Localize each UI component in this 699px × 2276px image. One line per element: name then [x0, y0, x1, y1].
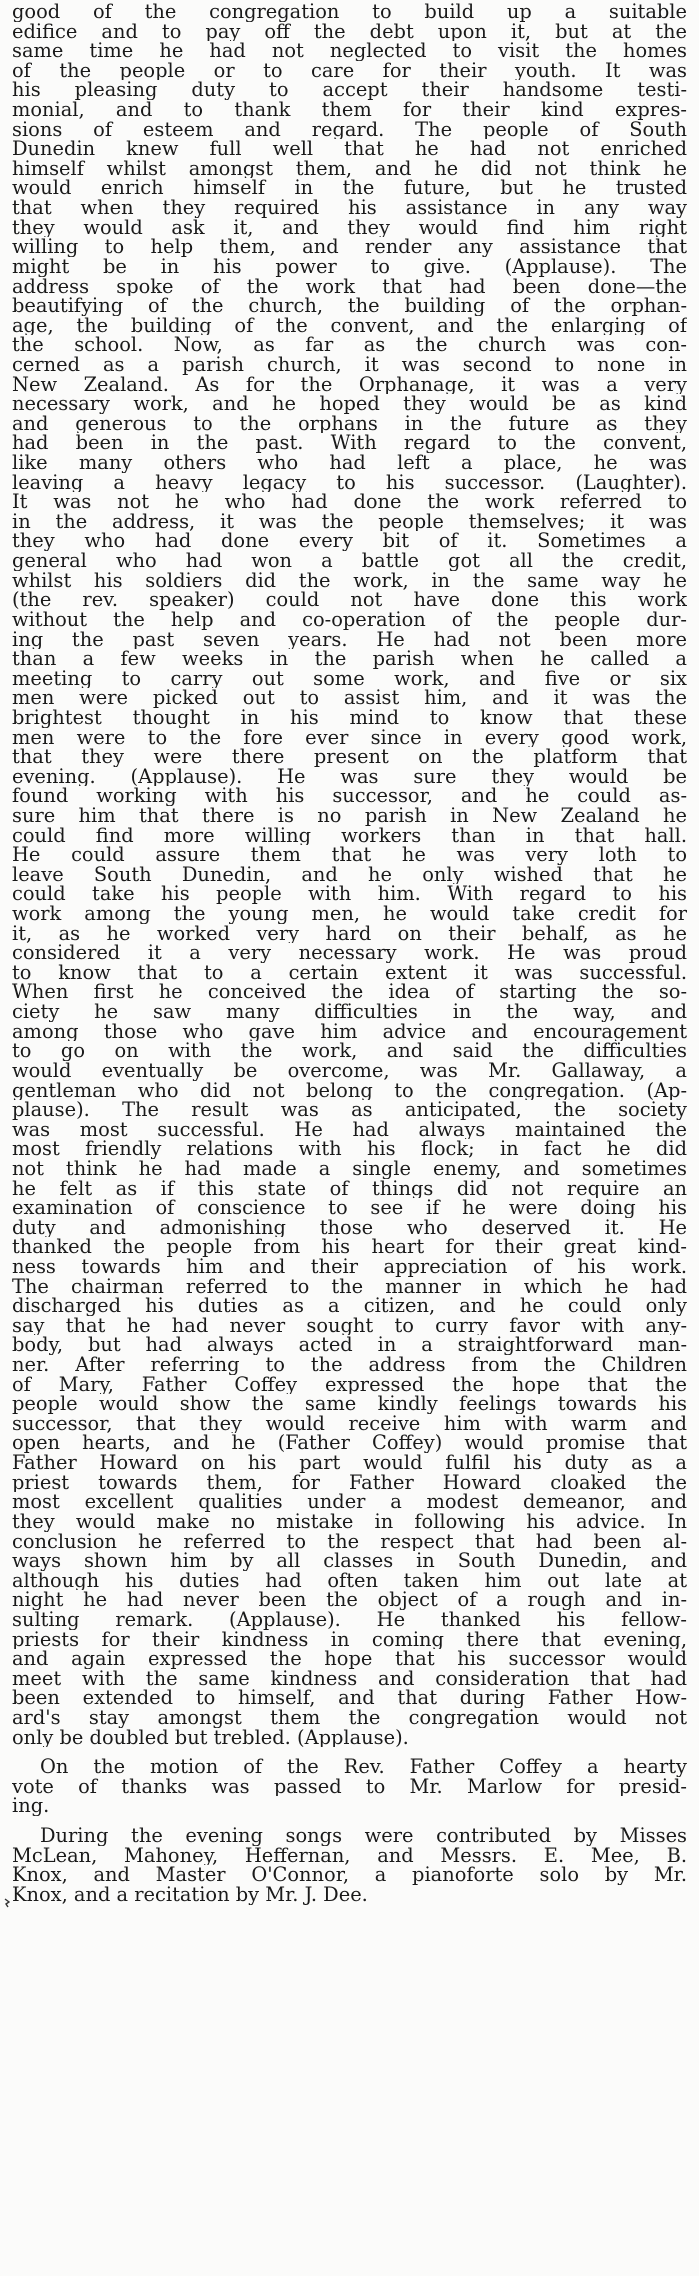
text-line: vote of thanks was passed to Mr. Marlow for presid- [12, 1776, 687, 1797]
text-line: ing the past seven years. He had not been more [12, 629, 687, 650]
text-line: It was not he who had done the work referred to [12, 492, 687, 512]
text-line: When first he conceived the idea of starting the so- [12, 982, 687, 1003]
text-line: and generous to the orphans in the future as they [12, 413, 687, 434]
text-line: necessary work, and he hoped they would be as kind [12, 394, 687, 414]
text-line: whilst his soldiers did the work, in the same way he [12, 570, 687, 591]
text-line: (the rev. speaker) could not have done this work [12, 590, 687, 610]
text-line: New Zealand. As for the Orphanage, it was a very [12, 374, 687, 395]
text-line: would eventually be overcome, was Mr. Gallaway, a [12, 1060, 687, 1081]
text-line: most excellent qualities under a modest demeanor, and [12, 1492, 687, 1512]
text-line: could find more willing workers than in that hall. [12, 825, 687, 846]
text-line: work among the young men, he would take credit for [12, 904, 687, 924]
text-line: although his duties had often taken him out late at [12, 1570, 687, 1591]
paragraph-gap [12, 1747, 687, 1757]
text-line: age, the building of the convent, and the enlarging of [12, 315, 687, 336]
margin-ink-mark [4, 1898, 10, 1908]
text-line: men were picked out to assist him, and it was the [12, 688, 687, 708]
text-line: not think he had made a single enemy, and sometimes [12, 1158, 687, 1179]
text-line: meeting to carry out some work, and five or six [12, 668, 687, 689]
text-line: cerned as a parish church, it was second to none in [12, 354, 687, 375]
text-line: examination of conscience to see if he were doing his [12, 1198, 687, 1218]
text-line: sions of esteem and regard. The people of South [12, 119, 687, 140]
text-line: was most successful. He had always maintained the [12, 1119, 687, 1140]
text-line: could take his people with him. With regard to his [12, 884, 687, 905]
text-line: like many others who had left a place, he was [12, 453, 687, 473]
text-line: McLean, Mahoney, Heffernan, and Messrs. E. Mee, B. [12, 1845, 687, 1866]
text-line: On the motion of the Rev. Father Coffey a hearty [40, 1757, 687, 1777]
text-line: the school. Now, as far as the church was con- [12, 335, 687, 355]
text-line: evening. (Applause). He was sure they would be [12, 766, 687, 787]
text-line: his pleasing duty to accept their handsome testi- [12, 80, 687, 101]
text-line: been extended to himself, and that during Father How- [12, 1688, 687, 1709]
text-line: in the address, it was the people themselves; it was [12, 511, 687, 532]
text-line: himself whilst amongst them, and he did not think he [12, 158, 687, 179]
text-line: sure him that there is no parish in New Zealand he [12, 805, 687, 826]
text-line: might be in his power to give. (Applause). The [12, 256, 687, 277]
text-line: ing. [12, 1796, 50, 1817]
text-line: Knox, and a recitation by Mr. J. Dee. [12, 1884, 368, 1905]
text-line: edifice and to pay off the debt upon it, but at the [12, 21, 687, 42]
text-line: to know that to a certain extent it was successful. [12, 962, 687, 983]
text-line: The chairman referred to the manner in which he had [12, 1276, 687, 1297]
text-line: found working with his successor, and he could as- [12, 786, 687, 806]
text-line: sulting remark. (Applause). He thanked his fellow- [12, 1609, 687, 1630]
text-line: willing to help them, and render any assistance that [12, 237, 687, 257]
text-line: night he had never been the object of a rough and in- [12, 1590, 687, 1610]
text-line: it, as he worked very hard on their behalf, as he [12, 923, 687, 944]
text-line: conclusion he referred to the respect that had been al- [12, 1531, 687, 1552]
text-line: men were to the fore ever since in every good work, [12, 727, 687, 748]
text-line: to go on with the work, and said the difficulties [12, 1041, 687, 1061]
text-line: body, but had always acted in a straightforward man- [12, 1335, 687, 1356]
text-line: ner. After referring to the address from the Children [12, 1355, 687, 1375]
text-line: open hearts, and he (Father Coffey) would promise that [12, 1433, 687, 1454]
text-line: beautifying of the church, the building of the orphan- [12, 296, 687, 316]
text-line: ways shown him by all classes in South Dunedin, and [12, 1551, 687, 1571]
text-line: successor, that they would receive him with warm and [12, 1413, 687, 1434]
article-text [12, 2, 687, 1905]
text-line: Knox, and Master O'Connor, a pianoforte solo by Mr. [12, 1865, 687, 1885]
text-line: brightest thought in his mind to know that these [12, 707, 687, 728]
text-line: good of the congregation to build up a suitable [12, 2, 687, 22]
text-line: of the people or to care for their youth. It was [12, 60, 687, 81]
text-line: Dunedin knew full well that he had not enriched [12, 139, 687, 159]
text-line: ness towards him and their appreciation of his work. [12, 1257, 687, 1277]
text-line: among those who gave him advice and encouragement [12, 1021, 687, 1042]
text-line: address spoke of the work that had been done—the [12, 276, 687, 297]
text-line: thanked the people from his heart for their great kind- [12, 1237, 687, 1257]
text-line: and again expressed the hope that his successor would [12, 1649, 687, 1669]
text-line: that when they required his assistance in any way [12, 198, 687, 218]
text-line: that they were there present on the platform that [12, 747, 687, 767]
text-line: they who had done every bit of it. Sometimes a [12, 531, 687, 552]
text-line: he felt as if this state of things did not require an [12, 1178, 687, 1199]
text-line: gentleman who did not belong to the congregation. (Ap- [12, 1080, 687, 1101]
text-line: say that he had never sought to curry favor with any- [12, 1315, 687, 1336]
text-line: During the evening songs were contributed by Misses [40, 1826, 687, 1846]
text-line: ciety he saw many difficulties in the way, and [12, 1002, 687, 1022]
text-line: leave South Dunedin, and he only wished that he [12, 864, 687, 885]
text-line: Father Howard on his part would fulfil his duty as a [12, 1453, 687, 1473]
text-line: ard's stay amongst them the congregation would not [12, 1708, 687, 1728]
text-line: plause). The result was as anticipated, the society [12, 1100, 687, 1120]
text-line: duty and admonishing those who deserved it. He [12, 1217, 687, 1238]
text-line: than a few weeks in the parish when he called a [12, 649, 687, 669]
text-line: considered it a very necessary work. He was proud [12, 943, 687, 963]
text-line: priest towards them, for Father Howard cloaked the [12, 1472, 687, 1493]
text-line: would enrich himself in the future, but he trusted [12, 178, 687, 199]
text-line: of Mary, Father Coffey expressed the hope that the [12, 1374, 687, 1395]
text-line: meet with the same kindness and consideration that had [12, 1668, 687, 1689]
text-line: most friendly relations with his flock; in fact he did [12, 1139, 687, 1159]
text-line: He could assure them that he was very loth to [12, 845, 687, 865]
text-line: people would show the same kindly feelings towards his [12, 1394, 687, 1414]
paragraph-gap [12, 1816, 687, 1826]
text-line: discharged his duties as a citizen, and he could only [12, 1296, 687, 1316]
text-line: only be doubled but trebled. (Applause). [12, 1727, 409, 1748]
text-line: they would ask it, and they would find him right [12, 217, 687, 238]
text-line: had been in the past. With regard to the convent, [12, 433, 687, 454]
text-line: without the help and co-operation of the people dur- [12, 609, 687, 630]
text-line: leaving a heavy legacy to his successor. (Laughter). [12, 472, 687, 493]
text-line: priests for their kindness in coming there that evening, [12, 1629, 687, 1650]
text-line: general who had won a battle got all the credit, [12, 551, 687, 571]
text-line: monial, and to thank them for their kind expres- [12, 100, 687, 120]
text-line: same time he had not neglected to visit the homes [12, 41, 687, 61]
text-line: they would make no mistake in following his advice. In [12, 1511, 687, 1532]
